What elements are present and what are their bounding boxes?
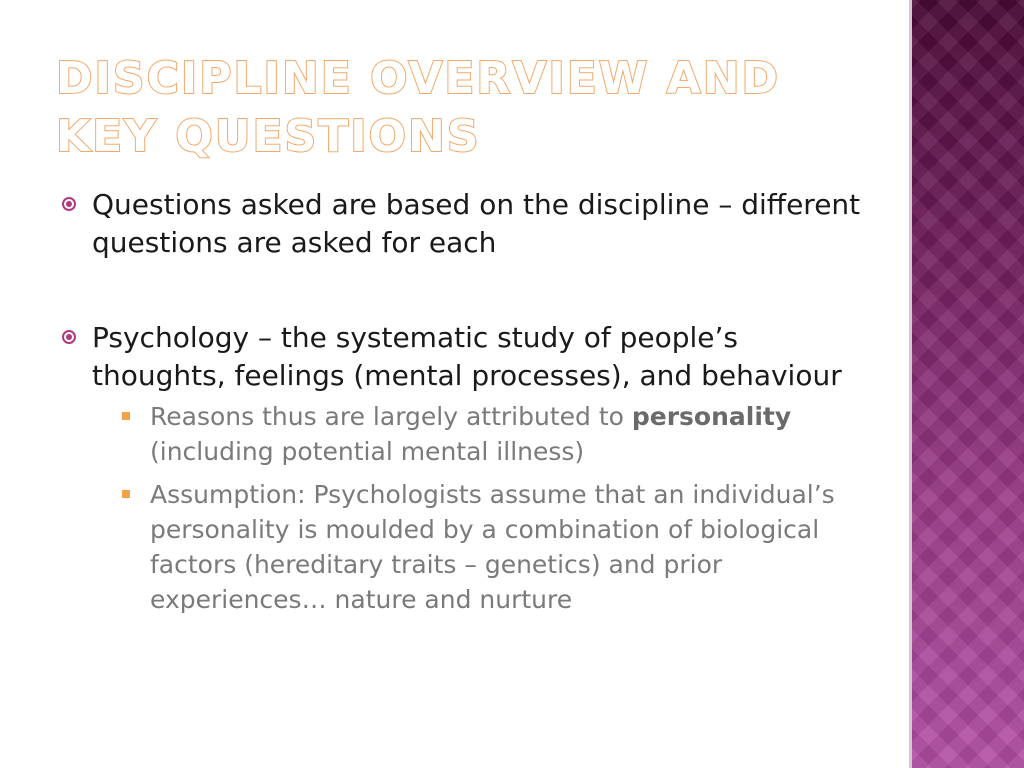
sub-bullet-item (120, 477, 862, 617)
sub-bullet-list (92, 399, 862, 617)
sub-bullet-bold-term: personality (631, 402, 792, 431)
bullet-text: Questions asked are based on the discipline – different questions are asked for each (92, 188, 861, 259)
sub-bullet-text-before: Reasons thus are largely attributed to (150, 402, 632, 431)
sub-bullet-text-after: (including potential mental illness) (150, 437, 585, 466)
circle-bullet-icon (62, 197, 76, 211)
bullet-item (62, 319, 862, 617)
slide-content (62, 186, 862, 617)
sub-bullet-text: Assumption: Psychologists assume that an individual’s personality is moulded by a combination of biological factors (hereditary traits – genetics) and prior experiences… nature and nurture (150, 480, 835, 614)
slide-title: DISCIPLINE OVERVIEW AND KEY QUESTIONS (56, 53, 781, 162)
bullet-item (62, 186, 862, 262)
sub-bullet-item (120, 399, 862, 469)
circle-bullet-icon (62, 330, 76, 344)
bullet-text: Psychology – the systematic study of people’s thoughts, feelings (mental processes), and behaviour (92, 321, 842, 392)
decorative-side-panel (912, 0, 1024, 768)
square-bullet-icon (122, 412, 130, 420)
square-bullet-icon (122, 490, 130, 498)
